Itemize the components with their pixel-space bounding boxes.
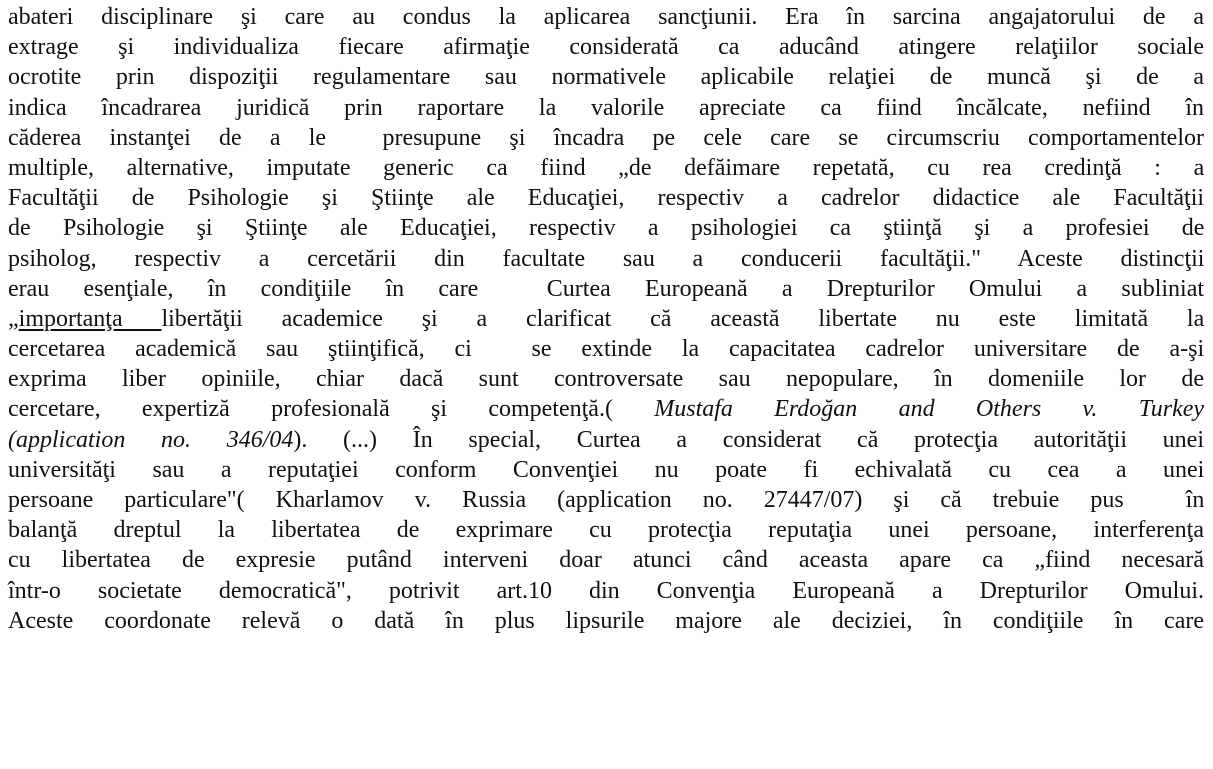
line-text: erau esenţiale, în condiţiile în care Curtea Europeană a Drepturilor Omului a subliniat xyxy=(8,275,1205,302)
document-body-text xyxy=(8,2,1204,636)
line-text: cercetare, expertiză profesională şi competenţă.( xyxy=(8,396,655,423)
line-text: cu libertatea de expresie putând interveni doar atunci când aceasta apare ca „fiind necesară xyxy=(8,547,1204,574)
document-line xyxy=(8,545,1204,575)
document-line xyxy=(8,123,1204,153)
line-text: extrage şi individualiza fiecare afirmaţie considerată ca aducând atingere relaţiilor sociale xyxy=(8,34,1204,61)
line-text: universităţi sau a reputaţiei conform Convenţiei nu poate fi echivalată cu cea a unei xyxy=(8,456,1205,483)
line-text: ). (...) În special, Curtea a considerat că protecţia autorităţii unei xyxy=(293,426,1204,453)
document-line xyxy=(8,274,1204,304)
document-line xyxy=(8,334,1204,364)
line-text: ocrotite prin dispoziţii regulamentare sau normativele aplicabile relaţiei de muncă şi de a xyxy=(8,64,1204,91)
document-line xyxy=(8,244,1204,274)
document-line xyxy=(8,213,1204,243)
line-text: căderea instanţei de a le presupune şi încadra pe cele care se circumscriu comportamentelor xyxy=(8,124,1204,151)
line-text: persoane particulare"( Kharlamov v. Russia (application no. 27447/07) şi că trebuie pus în xyxy=(8,487,1205,513)
line-text: psiholog, respectiv a cercetării din facultate sau a conducerii facultăţii." Aceste distincţii xyxy=(8,245,1205,272)
citation-text: Mustafa Erdoğan and Others v. Turkey xyxy=(654,396,1205,423)
document-line xyxy=(8,304,1204,334)
line-text: libertăţii academice şi a clarificat că această libertate nu este limitată la xyxy=(161,305,1205,332)
line-text: „ xyxy=(8,305,19,332)
document-line xyxy=(8,394,1204,424)
document-line xyxy=(8,576,1204,606)
document-line xyxy=(8,606,1204,636)
line-text: exprima liber opiniile, chiar dacă sunt controversate sau nepopulare, în domeniile lor de xyxy=(8,366,1204,393)
line-text: indica încadrarea juridică prin raportare la valorile apreciate ca fiind încălcate, nefiind în xyxy=(8,94,1204,121)
document-line xyxy=(8,93,1204,123)
line-text: Facultăţii de Psihologie şi Ştiinţe ale Educaţiei, respectiv a cadrelor didactice ale Facultăţii xyxy=(8,185,1205,212)
document-line xyxy=(8,183,1204,213)
document-line xyxy=(8,485,1204,515)
underlined-text: importanţa xyxy=(18,305,162,332)
line-text: într-o societate democratică", potrivit art.10 din Convenţia Europeană a Drepturilor Omului. xyxy=(8,577,1204,604)
document-line xyxy=(8,515,1204,545)
line-text: Aceste coordonate relevă o dată în plus lipsurile majore ale deciziei, în condiţiile în care xyxy=(8,607,1204,634)
line-text: de Psihologie şi Ştiinţe ale Educaţiei, respectiv a psihologiei ca ştiinţă şi a profesiei de xyxy=(8,215,1205,242)
document-line xyxy=(8,455,1204,485)
line-text: multiple, alternative, imputate generic ca fiind „de defăimare repetată, cu rea credinţă : a xyxy=(8,154,1205,181)
line-text: balanţă dreptul la libertatea de exprimare cu protecţia reputaţia unei persoane, interferenţa xyxy=(8,517,1204,544)
document-line xyxy=(8,62,1204,92)
document-line xyxy=(8,425,1204,455)
document-line xyxy=(8,2,1204,32)
citation-text: (application no. 346/04 xyxy=(8,426,294,453)
line-text: cercetarea academică sau ştiinţifică, ci se extinde la capacitatea cadrelor universitare de a-şi xyxy=(8,336,1205,363)
document-line xyxy=(8,153,1204,183)
document-line xyxy=(8,32,1204,62)
document-line xyxy=(8,364,1204,394)
line-text: abateri disciplinare şi care au condus la aplicarea sancţiunii. Era în sarcina angajatorului de a xyxy=(8,4,1204,30)
